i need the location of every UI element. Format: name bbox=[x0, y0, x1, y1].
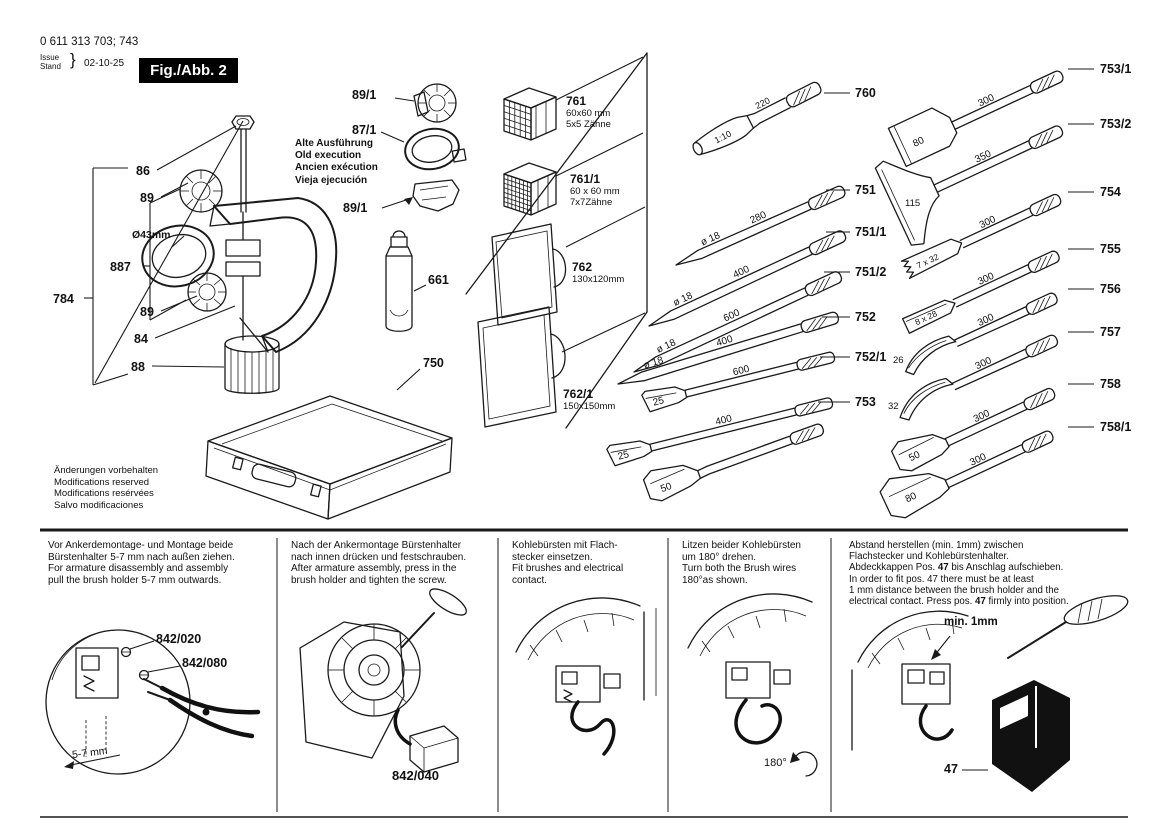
dimension: 5x5 Zähne bbox=[566, 119, 611, 130]
part-label-757: 757 bbox=[1100, 325, 1121, 339]
blade-width-26: 26 bbox=[893, 355, 904, 366]
svg-text:400: 400 bbox=[731, 263, 752, 281]
part-label-750: 750 bbox=[423, 356, 444, 370]
pad-762-1-drawing bbox=[478, 307, 565, 427]
figure-badge: Fig./Abb. 2 bbox=[139, 58, 238, 83]
svg-text:600: 600 bbox=[721, 307, 742, 325]
svg-text:300: 300 bbox=[976, 92, 997, 110]
text-line: Fit brushes and electrical bbox=[512, 563, 624, 575]
part-label-760: 760 bbox=[855, 86, 876, 100]
case-750-drawing bbox=[206, 369, 452, 519]
svg-text:400: 400 bbox=[714, 333, 735, 350]
chisel-758-1-drawing bbox=[877, 409, 1058, 523]
text-line: stecker einsetzen. bbox=[512, 551, 593, 563]
part-label-751-1: 751/1 bbox=[855, 225, 887, 239]
modifications-note bbox=[54, 465, 158, 511]
svg-text:50: 50 bbox=[659, 480, 674, 496]
min-distance-label: min. 1mm bbox=[944, 616, 998, 628]
issue-label: Issue bbox=[40, 53, 60, 62]
part-label-755: 755 bbox=[1100, 242, 1121, 256]
old-execution-note bbox=[295, 138, 378, 187]
brush-761-1-drawing bbox=[504, 163, 556, 215]
diameter-label: Ø43mm bbox=[132, 229, 171, 241]
part-number: 761 bbox=[566, 94, 587, 108]
panel5-text bbox=[849, 540, 1069, 607]
right-label-dashes bbox=[1068, 69, 1094, 427]
svg-text:280: 280 bbox=[748, 209, 769, 227]
kit-762-label bbox=[572, 261, 624, 285]
svg-text:ø 18: ø 18 bbox=[699, 230, 722, 249]
kit-761-label bbox=[566, 95, 611, 130]
dimension: 150x150mm bbox=[563, 401, 616, 412]
part-label-88: 88 bbox=[131, 360, 145, 374]
panel2-illustration bbox=[300, 584, 470, 772]
text-line: For armature disassembly and assembly bbox=[48, 563, 229, 575]
part-label-84: 84 bbox=[134, 332, 148, 346]
text-line: Turn both the Brush wires bbox=[682, 563, 797, 575]
chisel-751-1-drawing bbox=[643, 221, 848, 331]
part-label-89-top: 89 bbox=[140, 191, 154, 205]
part-number: 761/1 bbox=[570, 172, 601, 186]
panel3-text bbox=[512, 540, 623, 586]
kit-761-1-label bbox=[570, 173, 620, 208]
part-label-47: 47 bbox=[944, 762, 958, 776]
text-line: Abstand herstellen (min. 1mm) zwischen bbox=[849, 540, 1024, 551]
text-line: 1 mm distance between the brush holder and the bbox=[849, 584, 1060, 596]
panel2-text bbox=[291, 540, 466, 586]
chisel-760-drawing bbox=[687, 72, 825, 160]
rotation-angle-label: 180° bbox=[764, 757, 787, 769]
svg-text:ø 18: ø 18 bbox=[671, 290, 695, 309]
svg-text:1:10: 1:10 bbox=[712, 128, 733, 146]
part-label-758: 758 bbox=[1100, 377, 1121, 391]
middle-chisels bbox=[606, 72, 850, 504]
text-line: um 180° drehen. bbox=[682, 551, 757, 563]
dimension: 7x7Zähne bbox=[570, 197, 613, 208]
panel4-illustration bbox=[688, 594, 817, 776]
part-number: 762/1 bbox=[563, 387, 594, 401]
note-de: Alte Ausführung bbox=[295, 138, 373, 149]
text-line: nach innen drücken und festschrauben. bbox=[291, 551, 467, 563]
dimension: 60 x 60 mm bbox=[570, 186, 620, 197]
part-label-756: 756 bbox=[1100, 282, 1121, 296]
issue-stand-label bbox=[40, 53, 61, 71]
chisel-751-drawing bbox=[670, 176, 847, 270]
text-line: Kohlebürsten mit Flach- bbox=[512, 540, 618, 551]
part-label-842-040: 842/040 bbox=[392, 768, 439, 783]
text-line: In order to fit pos. 47 there must be at least bbox=[849, 573, 1034, 585]
chisel-753-1-drawing bbox=[888, 52, 1069, 166]
svg-text:50: 50 bbox=[907, 449, 922, 465]
note-en: Old execution bbox=[295, 150, 362, 162]
part-label-89-1-top: 89/1 bbox=[352, 88, 377, 102]
panel3-illustration bbox=[516, 598, 656, 754]
text-line: Nach der Ankermontage Bürstenhalter bbox=[291, 540, 462, 551]
chisel-757-drawing bbox=[892, 326, 1061, 426]
text-line: pull the brush holder 5-7 mm outwards. bbox=[48, 574, 222, 586]
svg-text:400: 400 bbox=[714, 413, 734, 428]
part-label-661: 661 bbox=[428, 273, 449, 287]
dimension: 60x60 mm bbox=[566, 108, 611, 119]
blade-width-115: 115 bbox=[905, 198, 921, 209]
chisel-752-1-drawing bbox=[641, 343, 837, 413]
note-fr: Ancien exécution bbox=[295, 162, 378, 174]
dimension-5-7mm: 5-7 mm bbox=[71, 744, 109, 762]
panel1-text bbox=[48, 540, 235, 586]
svg-text:80: 80 bbox=[903, 490, 919, 506]
text-line: Litzen beider Kohlebürsten bbox=[682, 540, 801, 551]
kit-762-1-label bbox=[563, 388, 615, 412]
chisel-753-2-drawing bbox=[874, 87, 1081, 249]
text-line: electrical contact. Press pos. 47 firmly into position. bbox=[849, 596, 1069, 608]
svg-text:600: 600 bbox=[731, 363, 751, 379]
svg-text:300: 300 bbox=[976, 270, 996, 288]
svg-text:300: 300 bbox=[968, 451, 989, 469]
svg-text:ø 18: ø 18 bbox=[654, 337, 678, 356]
note-line: Salvo modificaciones bbox=[54, 499, 144, 511]
part-label-86: 86 bbox=[136, 164, 150, 178]
part-label-751-2: 751/2 bbox=[855, 265, 887, 279]
text-line: contact. bbox=[512, 574, 548, 586]
pad-762-drawing bbox=[492, 224, 566, 325]
part-label-842-080: 842/080 bbox=[182, 656, 228, 670]
note-es: Vieja ejecución bbox=[295, 174, 368, 186]
issue-date: 02-10-25 bbox=[84, 58, 125, 69]
text-line: Flachstecker und Kohlebürstenhalter. bbox=[849, 551, 1009, 563]
note-line: Modifications reserved bbox=[54, 476, 150, 488]
part-label-753: 753 bbox=[855, 395, 876, 409]
dimension: 130x120mm bbox=[572, 274, 625, 285]
svg-text:300: 300 bbox=[976, 311, 996, 329]
part-label-87-1: 87/1 bbox=[352, 123, 377, 137]
part-label-754: 754 bbox=[1100, 185, 1121, 199]
part-label-752: 752 bbox=[855, 310, 876, 324]
panel4-text bbox=[682, 540, 801, 586]
part-label-784: 784 bbox=[53, 292, 74, 306]
part-label-89-1-bottom: 89/1 bbox=[343, 201, 368, 215]
svg-text:ø 18: ø 18 bbox=[642, 355, 665, 372]
issue-brace: } bbox=[70, 50, 76, 69]
part-label-752-1: 752/1 bbox=[855, 350, 887, 364]
doc-number: 0 611 313 703; 743 bbox=[40, 36, 139, 48]
part-label-842-020: 842/020 bbox=[156, 632, 202, 646]
svg-text:220: 220 bbox=[753, 95, 772, 112]
text-line: Abdeckkappen Pos. 47 bis Anschlag aufschieben. bbox=[849, 562, 1064, 574]
part-label-751: 751 bbox=[855, 183, 876, 197]
svg-text:8 x 28: 8 x 28 bbox=[913, 308, 939, 328]
text-line: 180°as shown. bbox=[682, 574, 748, 586]
part-number: 762 bbox=[572, 260, 593, 274]
text-line: After armature assembly, press in the bbox=[291, 563, 457, 575]
svg-text:25: 25 bbox=[616, 449, 631, 463]
chisel-753-drawing bbox=[606, 389, 835, 467]
stand-label: Stand bbox=[40, 62, 61, 71]
text-line: Vor Ankerdemontage- und Montage beide bbox=[48, 540, 234, 551]
blade-width-32: 32 bbox=[888, 401, 899, 412]
right-chisels bbox=[874, 52, 1094, 523]
chisel-754-drawing bbox=[900, 186, 1064, 279]
note-line: Modifications resérvées bbox=[54, 488, 154, 499]
svg-text:80: 80 bbox=[911, 135, 927, 150]
part-label-758-1: 758/1 bbox=[1100, 420, 1132, 434]
svg-text:25: 25 bbox=[651, 395, 666, 409]
text-line: Bürstenhalter 5-7 mm nach außen ziehen. bbox=[48, 551, 235, 563]
text-line: brush holder and tighten the screw. bbox=[291, 574, 447, 586]
chisel-spade50-drawing bbox=[642, 411, 828, 505]
svg-text:300: 300 bbox=[973, 355, 994, 373]
part-label-753-1: 753/1 bbox=[1100, 62, 1132, 76]
part-label-753-2: 753/2 bbox=[1100, 117, 1132, 131]
part-label-887: 887 bbox=[110, 260, 131, 274]
svg-text:7 x 32: 7 x 32 bbox=[914, 251, 941, 271]
svg-text:300: 300 bbox=[977, 214, 998, 232]
svg-text:300: 300 bbox=[971, 408, 992, 426]
svg-text:350: 350 bbox=[973, 148, 994, 166]
note-line: Änderungen vorbehalten bbox=[54, 465, 159, 476]
brush-761-drawing bbox=[504, 88, 556, 140]
old-execution-drawing bbox=[381, 84, 466, 211]
part-label-89-bottom: 89 bbox=[140, 305, 154, 319]
tube-661-drawing bbox=[386, 231, 426, 331]
